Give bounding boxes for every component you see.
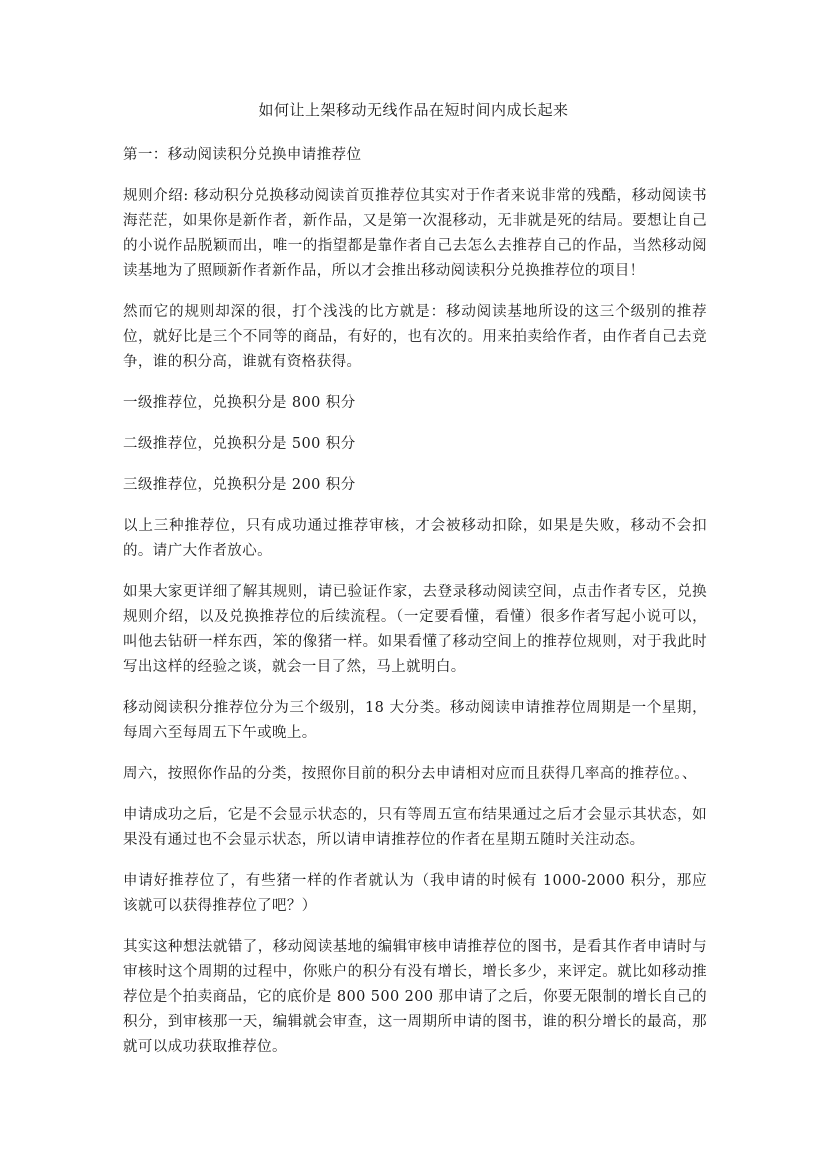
section-heading: 第一：移动阅读积分兑换申请推荐位: [123, 147, 362, 163]
paragraph-level-2: 二级推荐位，兑换积分是 500 积分: [123, 436, 356, 452]
paragraph-level-1: 一级推荐位，兑换积分是 800 积分: [123, 395, 356, 411]
document-body: [123, 143, 707, 1076]
paragraph-level-3: 三级推荐位，兑换积分是 200 积分: [123, 477, 356, 493]
paragraph-rules-analogy: 然而它的规则却深的很，打个浅浅的比方就是：移动阅读基地所设的这三个级别的推荐位，就好比是三个不同等的商品，有好的，也有次的。用来拍卖给作者，由作者自己去竞争，谁的积分高，谁就有资格获得。: [123, 304, 707, 370]
paragraph-deduction-note: 以上三种推荐位，只有成功通过推荐审核，才会被移动扣除，如果是失败，移动不会扣的。请广大作者放心。: [123, 518, 707, 559]
paragraph-misconception: 申请好推荐位了，有些猪一样的作者就认为（我申请的时候有 1000-2000 积分，那应该就可以获得推荐位了吧？）: [123, 873, 707, 914]
document-title: 如何让上架移动无线作品在短时间内成长起来: [258, 101, 569, 119]
paragraph-levels-cycle: 移动阅读积分推荐位分为三个级别，18 大分类。移动阅读申请推荐位周期是一个星期，每周六至每周五下午或晚上。: [123, 700, 707, 741]
paragraph-status: 申请成功之后，它是不会显示状态的，只有等周五宣布结果通过之后才会显示其状态，如果没有通过也不会显示状态，所以请申请推荐位的作者在星期五随时关注动态。: [123, 807, 707, 848]
paragraph-rules-intro: 规则介绍: 移动积分兑换移动阅读首页推荐位其实对于作者来说非常的残酷，移动阅读书海茫茫，如果你是新作者，新作品，又是第一次混移动，无非就是死的结局。要想让自己的小说作品脱颖而出，唯一的指望都是靠作者自己去怎么去推荐自己的作品，当然移动阅读基地为了照顾新作者新作品，所以才会推出移动阅读积分兑换推荐位的项目！: [123, 188, 707, 279]
paragraph-explanation: 其实这种想法就错了，移动阅读基地的编辑审核申请推荐位的图书，是看其作者申请时与审核时这个周期的过程中，你账户的积分有没有增长，增长多少，来评定。就比如移动推荐位是个拍卖商品，它的底价是 800 500 200 那申请了之后，你要无限制的增长自己的积分，到审核那一天，编辑就会审查，这一周期所申请的图书，谁的积分增长的最高，那就可以成功获取推荐位。: [123, 939, 707, 1055]
paragraph-details: 如果大家更详细了解其规则，请已验证作家，去登录移动阅读空间，点击作者专区，兑换规则介绍，以及兑换推荐位的后续流程。（一定要看懂，看懂）很多作者写起小说可以，叫他去钻研一样东西，笨的像猪一样。如果看懂了移动空间上的推荐位规则，对于我此时写出这样的经验之谈，就会一目了然，马上就明白。: [123, 584, 707, 675]
paragraph-saturday: 周六，按照你作品的分类，按照你目前的积分去申请相对应而且获得几率高的推荐位。、: [123, 766, 697, 782]
